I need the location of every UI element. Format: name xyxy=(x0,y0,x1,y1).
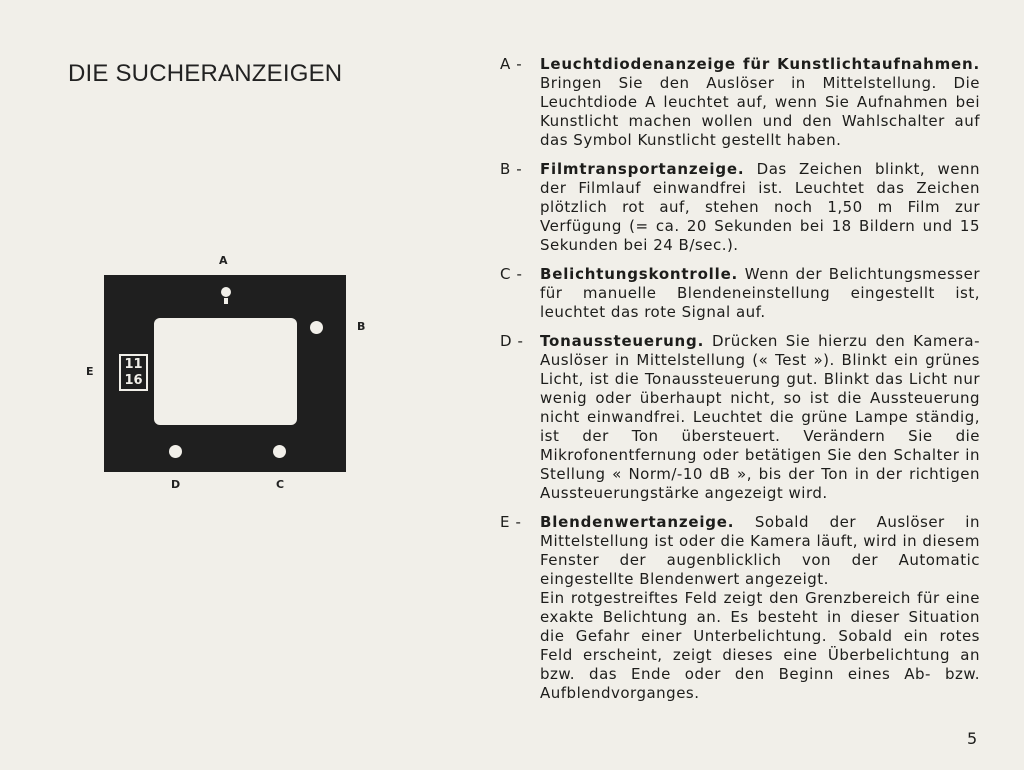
entry-letter: E - xyxy=(500,513,522,531)
entry-text: Das Zeichen blinkt, wenn der Filmlauf einwandfrei ist. Leuchtet das Zeichen plötzlich rot auf, stehen noch 1,50 m Film zur Verfügung (= ca. 20 Sekunden bei 18 Bildern und 15 Sekunden bei 24 B/sec.). xyxy=(540,160,980,254)
viewfinder-diagram xyxy=(80,250,380,500)
entry-text: Wenn der Belichtungsmesser für manuelle Blendeneinstellung eingestellt ist, leuchtet das rote Signal auf. xyxy=(540,265,980,321)
entry-letter: B - xyxy=(500,160,523,178)
diagram-label-a: A xyxy=(219,254,228,267)
entry-heading: Belichtungskontrolle. xyxy=(540,265,739,283)
entry-d xyxy=(500,332,980,503)
exposure-control-indicator-icon xyxy=(273,445,286,458)
entry-heading: Blendenwertanzeige. xyxy=(540,513,735,531)
entry-heading: Tonaussteuerung. xyxy=(540,332,705,350)
film-transport-indicator-icon xyxy=(310,321,323,334)
entry-letter: A - xyxy=(500,55,523,73)
entry-heading: Filmtransportanzeige. xyxy=(540,160,745,178)
page-number: 5 xyxy=(967,729,978,748)
entry-letter: D - xyxy=(500,332,524,350)
diagram-label-e: E xyxy=(86,365,94,378)
sound-level-indicator-icon xyxy=(169,445,182,458)
aperture-value-top: 11 xyxy=(124,357,143,372)
artificial-light-led-icon xyxy=(221,287,231,305)
diagram-label-c: C xyxy=(276,478,285,491)
diagram-label-d: D xyxy=(171,478,181,491)
aperture-display xyxy=(119,354,148,391)
entry-c xyxy=(500,265,980,322)
entry-letter: C - xyxy=(500,265,523,283)
entry-text: Bringen Sie den Auslöser in Mittelstellung. Die Leuchtdiode A leuchtet auf, wenn Sie Aufnahmen bei Kunstlicht machen wollen und den Wahlschalter auf das Symbol Kunstlicht gestellt haben. xyxy=(540,74,980,149)
entry-text: Sobald der Auslöser in Mittelstellung ist oder die Kamera läuft, wird in diesem Fenster der augenblicklich von der Automatic eingestellte Blendenwert angezeigt. xyxy=(540,513,980,588)
indicator-descriptions xyxy=(500,55,980,713)
diagram-label-b: B xyxy=(357,320,366,333)
viewfinder-frame xyxy=(104,275,346,472)
viewfinder-window xyxy=(154,318,297,425)
entry-a xyxy=(500,55,980,150)
page-title: DIE SUCHERANZEIGEN xyxy=(68,60,343,87)
entry-heading: Leuchtdiodenanzeige für Kunstlichtaufnahmen. xyxy=(540,55,980,73)
entry-e xyxy=(500,513,980,703)
entry-text: Drücken Sie hierzu den Kamera-Auslöser in Mittelstellung (« Test »). Blinkt ein grünes Licht, ist die Tonaussteuerung gut. Blinkt das Licht nur wenig oder überhaupt nicht, so ist die Aussteuerung nicht einwandfrei. Leuchtet die grüne Lampe ständig, ist der Ton übersteuert. Verändern Sie die Mikrofonentfernung oder betätigen Sie den Schalter in Stellung « Norm/-10 dB », bis der Ton in der richtigen Aussteuerungstärke angezeigt wird. xyxy=(540,332,980,502)
entry-b xyxy=(500,160,980,255)
entry-text-continued: Ein rotgestreiftes Feld zeigt den Grenzbereich für eine exakte Belichtung an. Es besteht in dieser Situation die Gefahr einer Unterbelichtung. Sobald ein rotes Feld erscheint, zeigt dieses eine Überbelichtung an bzw. das Ende oder den Beginn eines Ab- bzw. Aufblendvorganges. xyxy=(540,589,980,702)
aperture-value-bottom: 16 xyxy=(124,373,143,388)
